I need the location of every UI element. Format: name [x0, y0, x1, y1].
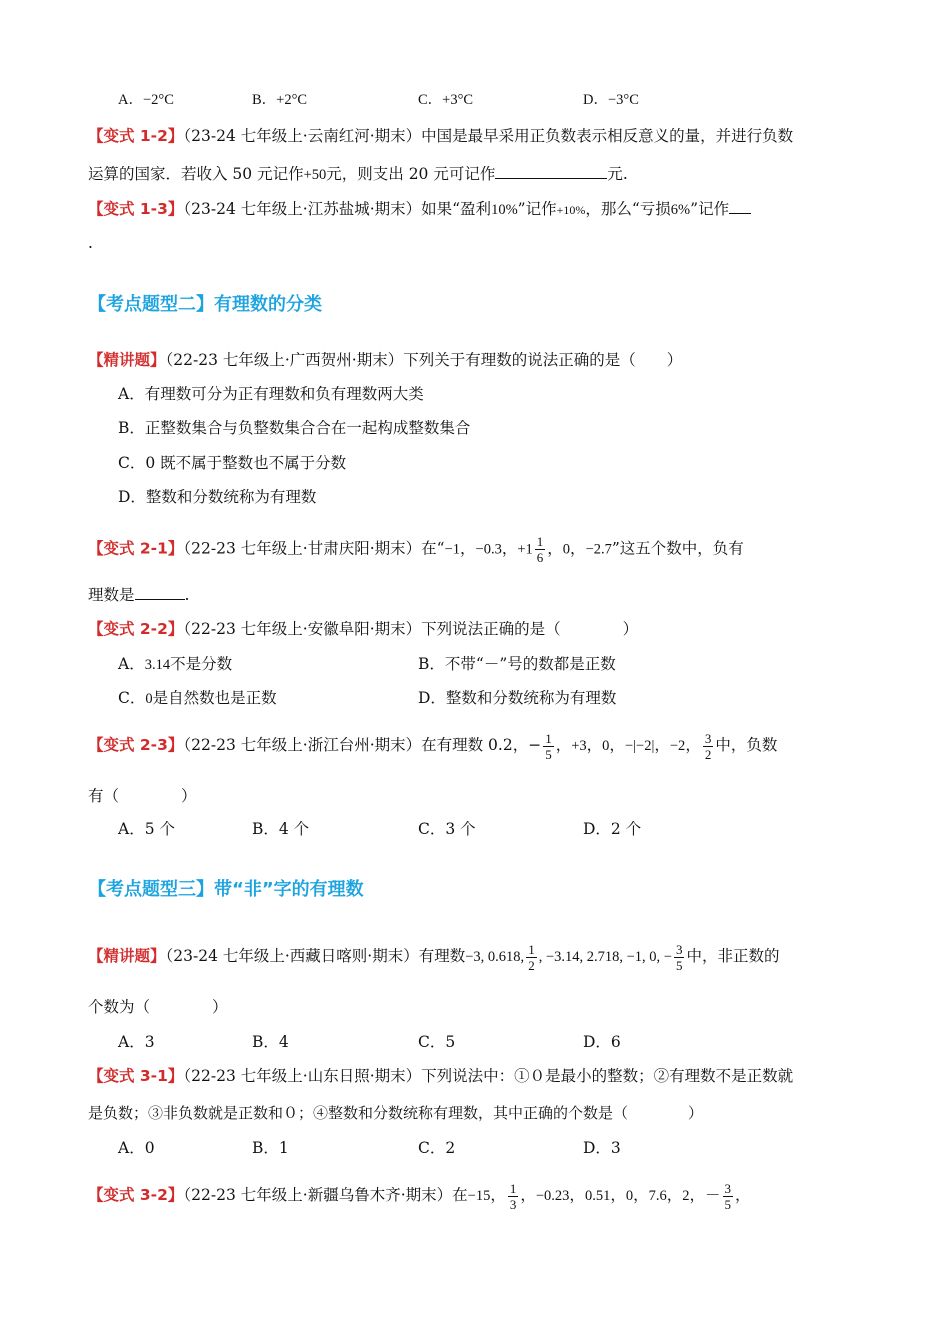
q21-text-1: 在“ — [421, 539, 445, 558]
q22-option-d[interactable]: D．整数和分数统称为有理数 — [418, 689, 617, 707]
q30-frac1-num: 1 — [528, 941, 535, 957]
q13-line-2 — [88, 232, 93, 254]
q22-option-c-text: 是自然数也是正数 — [152, 689, 277, 707]
q23-line-1: 【变式 2-3】（22-23 七年级上·浙江台州·期末）在有理数 0.2，− $\frac{1}{5}$ ，+3，0，−|−2|，−2， $\frac{3}{2}$ 中，负数 — [88, 730, 778, 762]
q12-text-2b: 元，则支出 20 元可记作 — [326, 165, 496, 183]
q30-source: （23-24 七年级上·西藏日喀则·期末） — [165, 947, 419, 965]
q11-option-d[interactable]: D．−3°C — [583, 92, 639, 108]
q32-num-2: −0.23 — [535, 1188, 570, 1204]
q23-option-a[interactable]: A．5 个 — [118, 820, 175, 838]
q23-text-2: 中，负数 — [715, 736, 778, 754]
q11-option-b[interactable]: B．+2°C — [252, 92, 308, 108]
q30-option-c[interactable]: C．5 — [418, 1033, 456, 1051]
q22-option-c-label: C． — [118, 689, 146, 707]
q32-frac1-den: 3 — [509, 1196, 517, 1212]
q23-option-c[interactable]: C．3 个 — [418, 820, 476, 838]
q23-frac1-num: 1 — [545, 730, 552, 746]
q30-frac2-den: 5 — [675, 957, 683, 973]
q30-line-1 — [88, 940, 780, 973]
q21-line-2 — [88, 583, 189, 606]
q20-option-a[interactable]: A．有理数可分为正有理数和负有理数两大类 — [118, 385, 424, 403]
q13-text-4: ”记作 — [690, 200, 730, 218]
q23-text-1: 在有理数 0.2， — [421, 736, 529, 754]
q32-frac2-num: 3 — [724, 1180, 731, 1196]
q23-num-2: +3 — [571, 738, 587, 754]
q12-text-2a: 运算的国家．若收入 50 元记作 — [88, 165, 304, 183]
q32-fraction-1 — [508, 1181, 519, 1212]
q12-answer-blank[interactable] — [495, 162, 607, 179]
q22-text: 下列说法正确的是（ ） — [421, 620, 639, 638]
q13-source: （23-24 七年级上·江苏盐城·期末） — [183, 200, 422, 218]
q23-frac1-den: 5 — [545, 746, 552, 762]
q20-option-c[interactable]: C．0 既不属于整数也不属于分数 — [118, 454, 347, 472]
q22-option-a-text: 不是分数 — [170, 655, 233, 673]
q31-text-2: 是负数；③非负数就是正数和０；④整数和分数统称有理数，其中正确的个数是（ ） — [88, 1104, 704, 1122]
q13-math-1: 10% — [491, 202, 518, 218]
q31-text-1: 下列说法中：①０是最小的整数；②有理数不是正数就 — [421, 1067, 794, 1085]
q31-line-2 — [88, 1102, 703, 1124]
q12-line-1 — [88, 125, 793, 147]
section-2-heading: 【考点题型二】有理数的分类 — [88, 294, 322, 315]
q31-option-a[interactable]: A．0 — [118, 1139, 155, 1157]
q23-option-b[interactable]: B．4 个 — [252, 820, 310, 838]
q30-line-2 — [88, 996, 228, 1018]
q12-text: 中国是最早采用正负数表示相反意义的量，并进行负数 — [421, 127, 794, 145]
q32-fraction-2 — [723, 1181, 734, 1212]
q21-num-5: −2.7 — [585, 541, 612, 558]
q23-frac2-num: 3 — [704, 730, 712, 746]
q13-line-1 — [88, 197, 751, 221]
q21-num-1: −1 — [444, 541, 460, 558]
q30-text-3: 个数为（ ） — [88, 998, 228, 1016]
q23-frac2-den: 2 — [704, 746, 712, 762]
q32-num-3: 0.51 — [584, 1188, 611, 1204]
q21-text-3: 理数是 — [88, 586, 135, 604]
q32-num-6: 2 — [682, 1188, 690, 1204]
q30-option-a[interactable]: A．3 — [118, 1033, 155, 1051]
q31-source: （22-23 七年级上·山东日照·期末） — [183, 1067, 422, 1085]
q30-tag: 【精讲题】 — [88, 947, 166, 965]
q13-math-2: +10% — [556, 203, 586, 217]
q13-answer-blank[interactable] — [729, 197, 751, 214]
q22-option-c[interactable] — [118, 687, 277, 710]
q22-option-a-label: A． — [118, 655, 145, 673]
q30-math-2: , −3.14, 2.718, −1, 0, − — [538, 949, 672, 965]
section-3-heading: 【考点题型三】带“非”字的有理数 — [88, 879, 364, 900]
q32-tag: 【变式 3-2】 — [88, 1186, 184, 1204]
q11-option-a[interactable]: A．−2°C — [118, 92, 174, 108]
q13-tag: 【变式 1-3】 — [88, 200, 184, 218]
q22-option-a-math: 3.14 — [144, 657, 171, 673]
q30-text-2: 中，非正数的 — [686, 947, 780, 965]
q32-num-4: 0 — [625, 1188, 634, 1204]
q32-num-1: −15 — [467, 1188, 491, 1204]
q22-option-b[interactable]: B．不带“－”号的数都是正数 — [418, 655, 616, 673]
q21-num-3-whole: +1 — [517, 541, 533, 558]
q13-text-3: ，那么“亏损 — [585, 200, 671, 218]
q13-end: . — [88, 234, 93, 252]
q22-line — [88, 618, 638, 640]
q13-text-2: ”记作 — [517, 200, 557, 218]
q20-tag: 【精讲题】 — [88, 351, 166, 369]
q22-tag: 【变式 2-2】 — [88, 620, 184, 638]
q31-line-1 — [88, 1065, 793, 1087]
q13-math-3: 6% — [670, 202, 691, 218]
q31-tag: 【变式 3-1】 — [88, 1067, 184, 1085]
q22-option-c-math: 0 — [145, 691, 153, 707]
q32-text-1: 在 — [452, 1186, 468, 1204]
q30-frac1-den: 2 — [528, 957, 535, 973]
q30-option-b[interactable]: B．4 — [252, 1033, 289, 1051]
q20-text: 下列关于有理数的说法正确的是（ ） — [403, 351, 683, 369]
q21-text-2: ”这五个数中，负有 — [611, 539, 744, 558]
q21-frac-num: 1 — [536, 534, 544, 549]
q32-source: （22-23 七年级上·新疆乌鲁木齐·期末） — [183, 1186, 453, 1204]
q30-text-1: 有理数 — [418, 947, 466, 965]
q23-num-3: 0 — [602, 738, 610, 754]
q31-option-c[interactable]: C．2 — [418, 1139, 456, 1157]
q22-option-a[interactable] — [118, 653, 232, 676]
q20-source: （22-23 七年级上·广西贺州·期末） — [165, 351, 404, 369]
q21-num-2: −0.3 — [475, 541, 502, 558]
q21-line-1: 【变式 2-1】（22-23 七年级上·甘肃庆阳·期末）在“−1，−0.3，+1 $\frac{1}{6}$ ，0，−2.7”这五个数中，负有 — [88, 534, 744, 565]
q23-option-d[interactable]: D．2 个 — [583, 820, 642, 838]
q30-math-1: −3, 0.618, — [465, 949, 525, 965]
q20-line — [88, 349, 682, 371]
q23-text-3: 有（ ） — [88, 787, 197, 805]
q21-num-4: 0 — [562, 541, 571, 558]
q12-source: （23-24 七年级上·云南红河·期末） — [183, 127, 422, 145]
q23-num-5: −2 — [669, 738, 686, 754]
q32-frac1-num: 1 — [509, 1180, 517, 1196]
q12-math: +50 — [303, 167, 327, 183]
q21-frac-den: 6 — [536, 550, 544, 565]
q23-line-2 — [88, 785, 197, 807]
q32-line-1: 【变式 3-2】（22-23 七年级上·新疆乌鲁木齐·期末）在−15， $\frac{1}{3}$ ，−0.23，0.51，0，7.6，2，－ $\frac{3}{5}$ ， — [88, 1180, 751, 1212]
q21-source: （22-23 七年级上·甘肃庆阳·期末） — [183, 539, 422, 558]
q30-frac2-num: 3 — [675, 941, 683, 957]
q23-tag: 【变式 2-3】 — [88, 736, 184, 754]
q32-num-5: 7.6 — [648, 1188, 667, 1204]
q30-option-d[interactable]: D．6 — [583, 1033, 621, 1051]
q31-option-d[interactable]: D．3 — [583, 1139, 621, 1157]
q23-fraction-1 — [543, 731, 554, 762]
q21-fraction — [535, 534, 546, 565]
q21-end: . — [184, 586, 190, 604]
q21-tag: 【变式 2-1】 — [88, 539, 184, 558]
q30-fraction-2 — [674, 942, 685, 973]
q23-fraction-2 — [703, 731, 714, 762]
q20-option-b[interactable]: B．正整数集合与负整数集合合在一起构成整数集合 — [118, 419, 471, 437]
q12-line-2 — [88, 162, 628, 186]
q23-num-4: −|−2| — [624, 738, 655, 754]
q21-answer-blank[interactable] — [135, 583, 185, 600]
q13-text-1: 如果“盈利 — [421, 200, 492, 218]
q23-source: （22-23 七年级上·浙江台州·期末） — [183, 736, 422, 754]
q12-tag: 【变式 1-2】 — [88, 127, 184, 145]
q30-fraction-1 — [526, 942, 537, 973]
q32-frac2-den: 5 — [724, 1196, 731, 1212]
q20-option-d[interactable]: D．整数和分数统称为有理数 — [118, 488, 317, 506]
q22-source: （22-23 七年级上·安徽阜阳·期末） — [183, 620, 422, 638]
q31-option-b[interactable]: B．1 — [252, 1139, 289, 1157]
q12-text-2c: 元. — [607, 165, 628, 183]
q11-option-c[interactable]: C．+3°C — [418, 92, 474, 108]
